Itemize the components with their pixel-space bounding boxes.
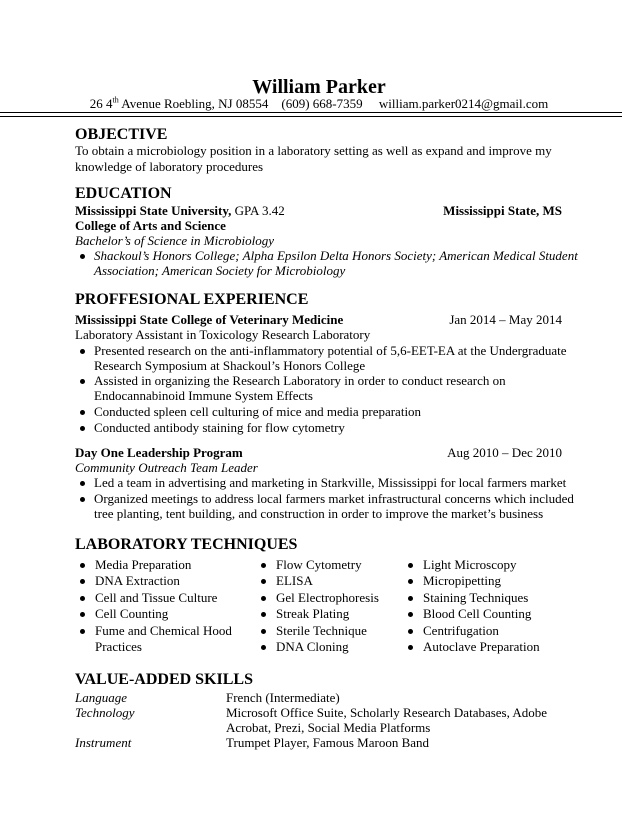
employer-name: Mississippi State College of Veterinary Medicine: [75, 312, 344, 327]
list-item: [256, 590, 379, 606]
honors-line: Shackoul’s Honors College; Alpha Epsilon Delta Honors Society; American Medical Student: [94, 248, 578, 263]
bullet-icon: [261, 645, 266, 650]
job-dates: Jan 2014 – May 2014: [449, 312, 562, 327]
bullet-icon: [80, 410, 85, 415]
skill-value: Microsoft Office Suite, Scholarly Research Databases, Adobe: [226, 705, 548, 720]
bullet-icon: [261, 563, 266, 568]
skill-value: French (Intermediate): [226, 690, 340, 705]
bullet-icon: [261, 629, 266, 634]
list-item: [403, 639, 540, 655]
list-item: [403, 590, 540, 606]
school-location: Mississippi State, MS: [443, 203, 562, 218]
bullet-icon: [80, 579, 85, 584]
experience-heading: PROFFESIONAL EXPERIENCE: [75, 291, 309, 308]
job-bullet-line: Research Symposium at Shackoul’s Honors College: [94, 358, 366, 373]
email-address: william.parker0214@gmail.com: [378, 96, 549, 111]
bullet-icon: [408, 563, 413, 568]
bullet-icon: [80, 349, 85, 354]
address-number: 26 4: [89, 96, 113, 111]
job-bullet-line: Presented research on the anti-inflammatory potential of 5,6-EET-EA at the Undergraduate: [94, 343, 567, 358]
skill-value: Acrobat, Prezi, Social Media Platforms: [226, 720, 431, 735]
objective-heading: OBJECTIVE: [75, 126, 168, 143]
techniques-column-1: [75, 557, 232, 655]
list-item: [256, 639, 379, 655]
college-name: College of Arts and Science: [75, 218, 226, 233]
bullet-icon: [261, 579, 266, 584]
technique-label: Fume and Chemical Hood: [95, 622, 232, 638]
list-item-continuation: [75, 639, 232, 655]
bullet-icon: [80, 379, 85, 384]
school-name: Mississippi State University,: [75, 203, 232, 218]
techniques-heading: LABORATORY TECHNIQUES: [75, 536, 298, 553]
education-heading: EDUCATION: [75, 185, 172, 202]
objective-line: To obtain a microbiology position in a laboratory setting as well as expand and improve my: [75, 143, 552, 158]
objective-line: knowledge of laboratory procedures: [75, 159, 264, 174]
bullet-icon: [408, 629, 413, 634]
list-item: [403, 573, 540, 589]
candidate-name: William Parker: [252, 76, 386, 98]
bullet-icon: [261, 612, 266, 617]
bullet-icon: [408, 579, 413, 584]
list-item: [256, 606, 379, 622]
technique-label: DNA Extraction: [95, 573, 180, 589]
technique-label: Light Microscopy: [423, 557, 517, 572]
education-school-line: [75, 203, 285, 219]
bullet-icon: [80, 254, 85, 259]
job-dates: Aug 2010 – Dec 2010: [447, 445, 562, 460]
bullet-icon: [80, 612, 85, 617]
techniques-column-2: [256, 557, 379, 655]
technique-label: ELISA: [276, 573, 313, 589]
technique-label: Sterile Technique: [276, 622, 367, 638]
list-item: [75, 590, 232, 606]
technique-label: Cell and Tissue Culture: [95, 589, 218, 605]
job-bullet-line: tree planting, tent building, and construction in order to improve the market’s business: [94, 506, 544, 521]
list-item: [403, 557, 540, 573]
address-suffix: th: [112, 95, 119, 105]
bullet-icon: [80, 497, 85, 502]
list-item: [256, 623, 379, 639]
bullet-icon: [261, 596, 266, 601]
list-item: [75, 573, 232, 589]
phone-number: (609) 668-7359: [281, 96, 363, 111]
bullet-icon: [408, 596, 413, 601]
list-item: [256, 557, 379, 573]
bullet-icon: [80, 563, 85, 568]
technique-label: Gel Electrophoresis: [276, 589, 379, 605]
job-bullet-line: Endocannabinoid Immune System Effects: [94, 388, 313, 403]
technique-label: Media Preparation: [95, 557, 192, 572]
job-bullet-line: Organized meetings to address local farmers market infrastructural concerns which included: [94, 491, 574, 506]
contact-line: [0, 96, 638, 112]
address-street: Avenue Roebling, NJ 08554: [118, 96, 269, 111]
degree: Bachelor’s of Science in Microbiology: [75, 233, 275, 248]
technique-label: Autoclave Preparation: [423, 639, 540, 655]
bullet-icon: [80, 426, 85, 431]
technique-label: DNA Cloning: [276, 639, 349, 655]
job-role: Laboratory Assistant in Toxicology Research Laboratory: [75, 327, 371, 342]
job-bullet-line: Assisted in organizing the Research Laboratory in order to conduct research on: [94, 373, 506, 388]
bullet-icon: [80, 629, 85, 634]
technique-label: Micropipetting: [423, 573, 501, 589]
bullet-icon: [408, 645, 413, 650]
skills-heading: VALUE-ADDED SKILLS: [75, 671, 253, 688]
skill-label: Technology: [75, 705, 135, 720]
list-item: [75, 623, 232, 639]
skill-value: Trumpet Player, Famous Maroon Band: [226, 735, 430, 750]
technique-label: Practices: [95, 639, 142, 655]
technique-label: Blood Cell Counting: [423, 606, 532, 622]
job-bullet-line: Conducted spleen cell culturing of mice and media preparation: [94, 404, 422, 419]
technique-label: Streak Plating: [276, 606, 350, 622]
honors-line: Association; American Society for Microbiology: [94, 263, 346, 278]
header-rule-top: [0, 112, 622, 113]
techniques-column-3: [403, 557, 540, 655]
technique-label: Staining Techniques: [423, 589, 529, 605]
skill-label: Language: [75, 690, 127, 705]
technique-label: Flow Cytometry: [276, 557, 362, 572]
header-rule-bottom: [0, 116, 622, 117]
list-item: [75, 606, 232, 622]
gpa: GPA 3.42: [231, 203, 285, 218]
bullet-icon: [80, 481, 85, 486]
employer-name: Day One Leadership Program: [75, 445, 243, 460]
technique-label: Cell Counting: [95, 606, 169, 622]
list-item: [256, 573, 379, 589]
job-role: Community Outreach Team Leader: [75, 460, 258, 475]
technique-label: Centrifugation: [423, 622, 499, 638]
bullet-icon: [80, 596, 85, 601]
job-bullet-line: Conducted antibody staining for flow cytometry: [94, 420, 345, 435]
list-item: [403, 606, 540, 622]
list-item: [403, 623, 540, 639]
job-bullet-line: Led a team in advertising and marketing in Starkville, Mississippi for local farmers market: [94, 475, 567, 490]
bullet-icon: [408, 612, 413, 617]
skill-label: Instrument: [75, 735, 132, 750]
list-item: [75, 557, 232, 573]
